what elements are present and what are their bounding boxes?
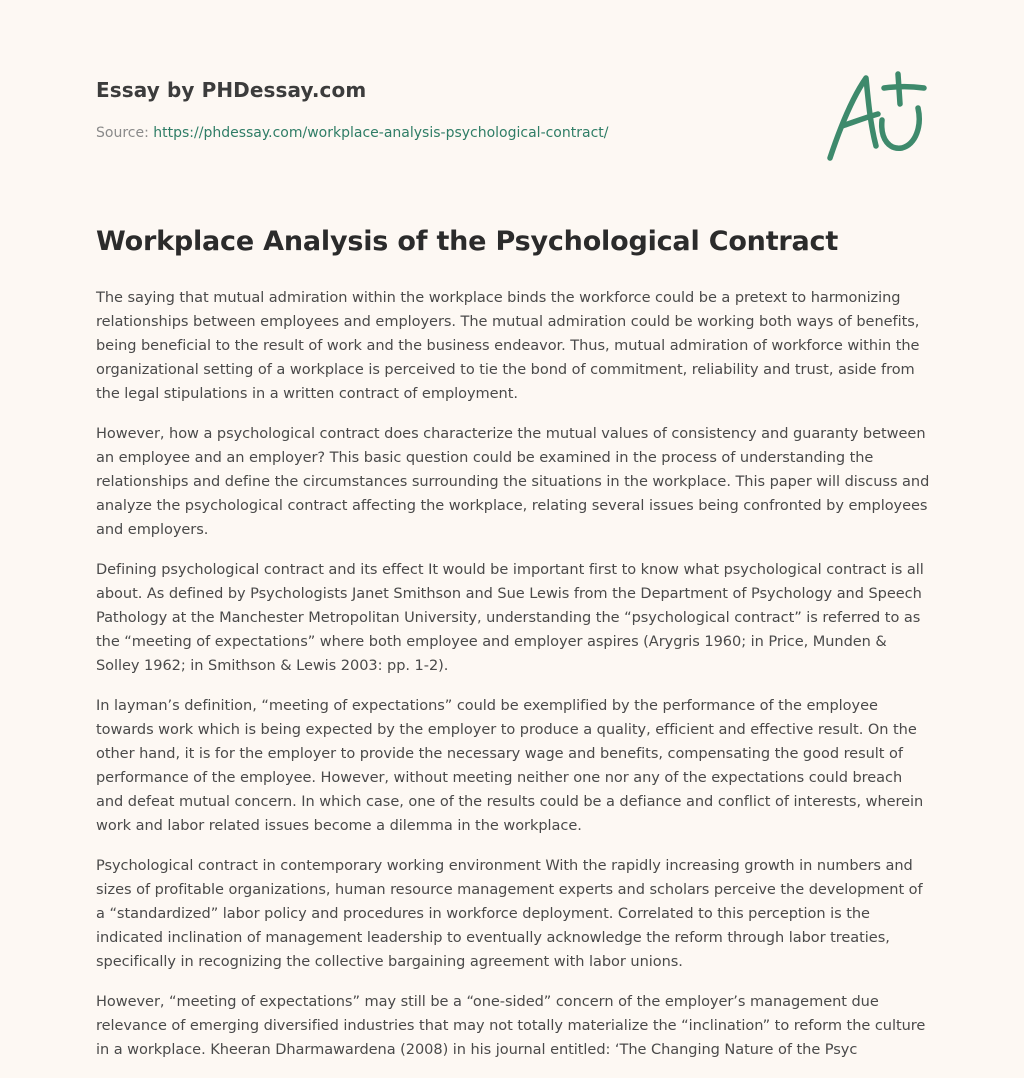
source-label: Source: — [96, 125, 154, 141]
source-line — [96, 125, 608, 141]
paragraph-1: The saying that mutual admiration within the workplace binds the workforce could be a pretext to harmonizing relationships between employees and employers. The mutual admiration could be working both ways of benefits, being beneficial to the result of work and the business endeavor. Thus, mutual admiration of workforce within the organizational setting of a workplace is perceived to tie the bond of commitment, reliability and trust, aside from the legal stipulations in a written contract of employment. — [96, 289, 920, 402]
article-title: Workplace Analysis of the Psychological Contract — [96, 226, 839, 257]
paragraph-3: Defining psychological contract and its effect It would be important first to know what psychological contract is all about. As defined by Psychologists Janet Smithson and Sue Lewis from the Department of Psychology and Speech Pathology at the Manchester Metropolitan University, understanding the “psychological contract” is referred to as the “meeting of expectations” where both employee and employer aspires (Arygris 1960; in Price, Munden & Solley 1962; in Smithson & Lewis 2003: pp. 1-2). — [96, 561, 924, 674]
article-body — [96, 286, 930, 1078]
header — [96, 78, 926, 188]
a-plus-logo-icon — [818, 68, 928, 166]
paragraph-4: In layman’s definition, “meeting of expectations” could be exemplified by the performance of the employee towards work which is being expected by the employer to produce a quality, efficient and effective result. On the other hand, it is for the employer to provide the necessary wage and benefits, compensating the good result of performance of the employee. However, without meeting neither one nor any of the expectations could breach and defeat mutual concern. In which case, one of the results could be a defiance and conflict of interests, wherein work and labor related issues become a dilemma in the workplace. — [96, 697, 924, 834]
paragraph-5: Psychological contract in contemporary working environment With the rapidly increasing growth in numbers and sizes of profitable organizations, human resource management experts and scholars perceive the development of a “standardized” labor policy and procedures in workforce deployment. Correlated to this perception is the indicated inclination of management leadership to eventually acknowledge the reform through labor treaties, specifically in recognizing the collective bargaining agreement with labor unions. — [96, 857, 923, 970]
site-brand: Essay by PHDessay.com — [96, 78, 367, 102]
source-link[interactable]: https://phdessay.com/workplace-analysis-psychological-contract/ — [153, 125, 609, 141]
paragraph-6: However, “meeting of expectations” may still be a “one-sided” concern of the employer’s management due relevance of emerging diversified industries that may not totally materialize the “inclination” to reform the culture in a workplace. Kheeran Dharmawardena (2008) in his journal entitled: ‘The Changing Nature of the Psyc — [96, 993, 926, 1058]
paragraph-2: However, how a psychological contract does characterize the mutual values of consistency and guaranty between an employee and an employer? This basic question could be examined in the process of understanding the relationships and define the circumstances surrounding the situations in the workplace. This paper will discuss and analyze the psychological contract affecting the workplace, relating several issues being confronted by employees and employers. — [96, 425, 930, 538]
